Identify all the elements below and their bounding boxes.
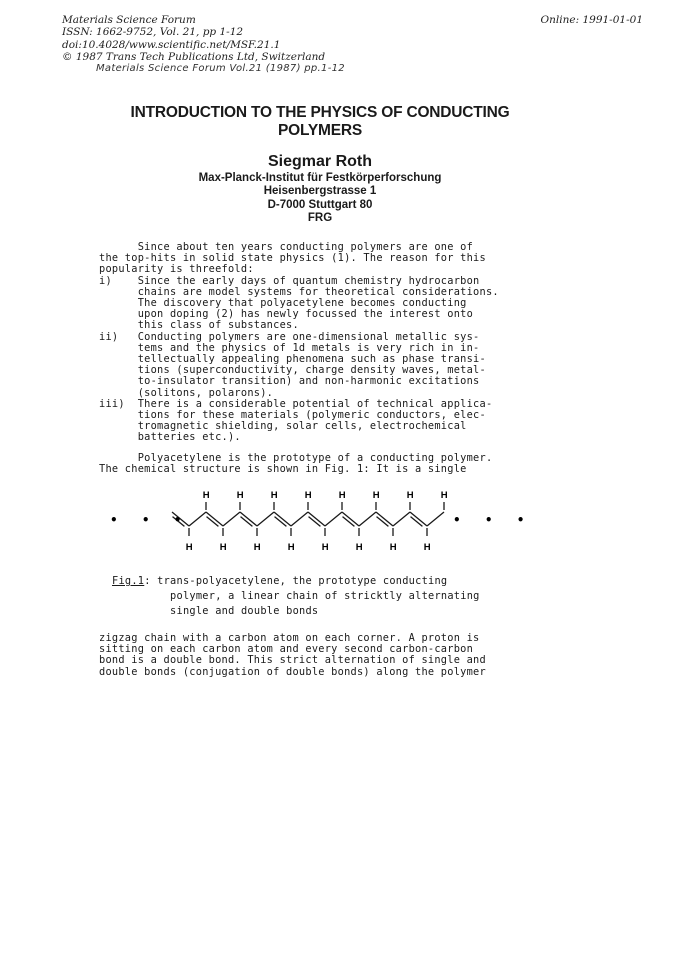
hydrogen-label: H	[202, 490, 210, 501]
hydrogen-label: H	[372, 490, 380, 501]
publication-meta	[62, 14, 325, 64]
left-ellipsis: • • •	[110, 513, 192, 527]
cc-bond	[257, 512, 274, 526]
cc-bond	[427, 512, 444, 526]
hydrogen-labels	[186, 490, 448, 553]
cc-bond	[223, 512, 240, 526]
title-line-1: INTRODUCTION TO THE PHYSICS OF CONDUCTING	[130, 104, 510, 121]
hydrogen-label: H	[236, 490, 244, 501]
cc-bond	[393, 512, 410, 526]
online-date: Online: 1991-01-01	[540, 14, 643, 26]
body-text-polyacetylene: Polyacetylene is the prototype of a conducting polymer. The chemical structure is shown in Fig. 1: It is a single	[99, 452, 493, 476]
hydrogen-label: H	[270, 490, 278, 501]
affiliation-line-3: D-7000 Stuttgart 80	[267, 198, 373, 211]
hydrogen-label: H	[321, 542, 329, 553]
cc-bond	[359, 512, 376, 526]
author-name: Siegmar Roth	[267, 153, 372, 170]
hydrogen-label: H	[355, 542, 363, 553]
hydrogen-label: H	[440, 490, 448, 501]
caption-line-3: single and double bonds	[112, 605, 319, 618]
hydrogen-label: H	[219, 542, 227, 553]
hydrogen-label: H	[253, 542, 261, 553]
right-ellipsis: • • •	[453, 513, 535, 527]
hydrogen-label: H	[406, 490, 414, 501]
issn-line: ISSN: 1662-9752, Vol. 21, pp 1-12	[62, 26, 244, 39]
hydrogen-label: H	[338, 490, 346, 501]
copyright-line: © 1987 Trans Tech Publications Ltd, Switzerland	[62, 51, 326, 64]
figure-ref: Fig.1	[112, 575, 145, 587]
running-head: Materials Science Forum Vol.21 (1987) pp.1-12	[96, 63, 345, 74]
paper-title	[60, 104, 580, 140]
cc-bond	[291, 512, 308, 526]
figure-caption	[112, 574, 480, 620]
cc-bond	[189, 512, 206, 526]
journal-name: Materials Science Forum	[62, 14, 196, 26]
hydrogen-label: H	[423, 542, 431, 553]
affiliation-line-2: Heisenbergstrasse 1	[263, 185, 377, 198]
affiliation-line-4: FRG	[307, 212, 333, 225]
hydrogen-label: H	[304, 490, 312, 501]
title-line-2: POLYMERS	[278, 122, 362, 139]
cc-bond	[325, 512, 342, 526]
hydrogen-label: H	[287, 542, 295, 553]
polyacetylene-figure	[110, 484, 535, 554]
body-text-zigzag: zigzag chain with a carbon atom on each corner. A proton is sitting on each carbon atom and every second carbon-carbon bond is a double bond. This strict alternation of single and double bonds (conjugation of double bonds) along the polymer	[99, 632, 486, 678]
affiliation-line-1: Max-Planck-Institut für Festkörperforschung	[198, 172, 442, 184]
body-text-intro: Since about ten years conducting polymers are one of the top-hits in solid state physics (1). The reason for this popularity is threefold: i) Since the early days of quantum chemistry hydrocarbon chains are model systems for theoretical considerations. The discovery that polyacetylene becomes conducting upon doping (2) has newly focussed the interest onto this class of substances. ii) Conducting polymers are one-dimensional metallic sys- tems and the physics of 1d metals is very rich in in- tellectually appealing phenomena such as phase transi- tions (superconductivity, charge density waves, metal- to-insulator transition) and non-harmonic excitations (solitons, polarons). iii) There is a considerable potential of technical applica- tions for these materials (polymeric conductors, elec- tromagnetic shielding, solar cells, electrochemical batteries etc.).	[99, 241, 499, 444]
affiliation	[60, 172, 580, 226]
carbon-chain	[172, 502, 444, 536]
doi-line: doi:10.4028/www.scientific.net/MSF.21.1	[62, 38, 281, 51]
hydrogen-label: H	[185, 542, 193, 553]
caption-line-2: polymer, a linear chain of stricktly alternating	[112, 590, 480, 603]
caption-line-1: : trans-polyacetylene, the prototype conducting	[144, 575, 448, 587]
hydrogen-label: H	[389, 542, 397, 553]
